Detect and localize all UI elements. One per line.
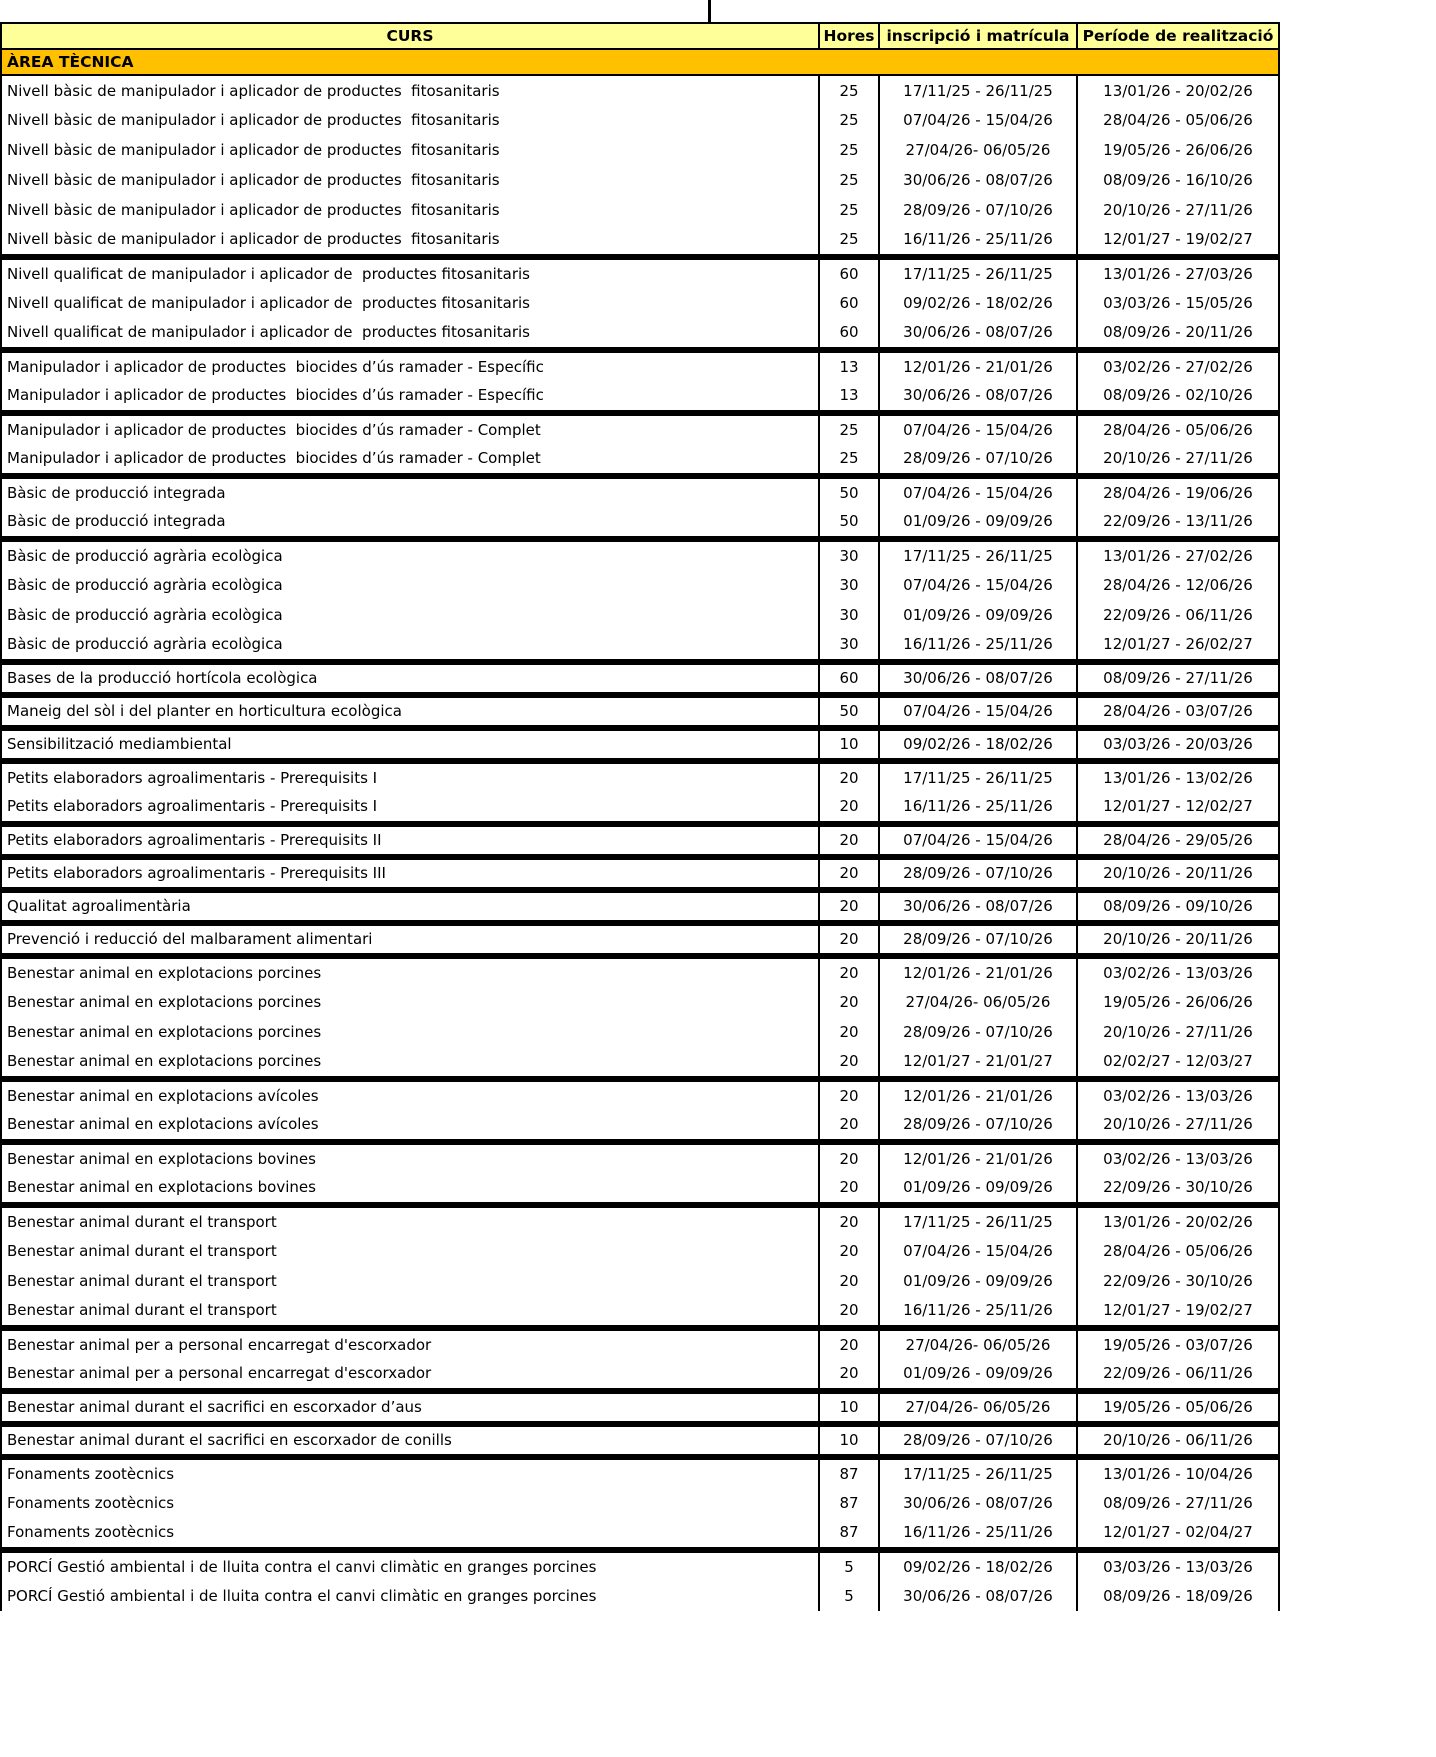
hours-cell: 30	[819, 630, 879, 660]
course-name-cell: Qualitat agroalimentària	[1, 891, 819, 921]
enrollment-period-cell: 17/11/25 - 26/11/25	[879, 75, 1077, 105]
course-row	[1, 825, 1279, 855]
course-row	[1, 1488, 1279, 1518]
course-name-cell: Nivell bàsic de manipulador i aplicador de productes fitosanitaris	[1, 135, 819, 165]
course-row	[1, 570, 1279, 600]
course-name-cell: Manipulador i aplicador de productes biocides d’ús ramader - Específic	[1, 381, 819, 411]
course-name-cell: Benestar animal durant el transport	[1, 1236, 819, 1266]
hours-cell: 25	[819, 135, 879, 165]
realization-period-cell: 13/01/26 - 27/02/26	[1077, 540, 1279, 570]
course-row	[1, 165, 1279, 195]
course-row	[1, 288, 1279, 318]
course-name-cell: Petits elaboradors agroalimentaris - Prerequisits II	[1, 825, 819, 855]
course-row	[1, 75, 1279, 105]
realization-period-cell: 20/10/26 - 20/11/26	[1077, 858, 1279, 888]
course-name-cell: Prevenció i reducció del malbarament alimentari	[1, 924, 819, 954]
enrollment-period-cell: 16/11/26 - 25/11/26	[879, 1296, 1077, 1326]
course-name-cell: Nivell bàsic de manipulador i aplicador de productes fitosanitaris	[1, 165, 819, 195]
enrollment-period-cell: 07/04/26 - 15/04/26	[879, 1236, 1077, 1266]
top-border-line	[708, 0, 711, 22]
realization-period-cell: 08/09/26 - 20/11/26	[1077, 318, 1279, 348]
enrollment-period-cell: 28/09/26 - 07/10/26	[879, 924, 1077, 954]
course-row	[1, 924, 1279, 954]
hours-cell: 25	[819, 105, 879, 135]
enrollment-period-cell: 12/01/26 - 21/01/26	[879, 351, 1077, 381]
course-name-cell: Petits elaboradors agroalimentaris - Prerequisits III	[1, 858, 819, 888]
course-row	[1, 318, 1279, 348]
course-row	[1, 1425, 1279, 1455]
enrollment-period-cell: 30/06/26 - 08/07/26	[879, 891, 1077, 921]
course-row	[1, 729, 1279, 759]
realization-period-cell: 28/04/26 - 05/06/26	[1077, 414, 1279, 444]
section-title: ÀREA TÈCNICA	[1, 49, 1279, 75]
hours-cell: 20	[819, 1110, 879, 1140]
enrollment-period-cell: 07/04/26 - 15/04/26	[879, 477, 1077, 507]
realization-period-cell: 28/04/26 - 05/06/26	[1077, 105, 1279, 135]
realization-period-cell: 12/01/27 - 26/02/27	[1077, 630, 1279, 660]
realization-period-cell: 03/03/26 - 20/03/26	[1077, 729, 1279, 759]
enrollment-period-cell: 09/02/26 - 18/02/26	[879, 1551, 1077, 1581]
course-name-cell: Bases de la producció hortícola ecològica	[1, 663, 819, 693]
enrollment-period-cell: 01/09/26 - 09/09/26	[879, 1266, 1077, 1296]
realization-period-cell: 03/02/26 - 13/03/26	[1077, 1143, 1279, 1173]
enrollment-period-cell: 17/11/25 - 26/11/25	[879, 762, 1077, 792]
hours-cell: 60	[819, 663, 879, 693]
realization-period-cell: 19/05/26 - 26/06/26	[1077, 135, 1279, 165]
course-name-cell: Fonaments zootècnics	[1, 1518, 819, 1548]
course-name-cell: Benestar animal en explotacions porcines	[1, 1017, 819, 1047]
enrollment-period-cell: 27/04/26- 06/05/26	[879, 987, 1077, 1017]
course-table-body	[1, 75, 1279, 1611]
enrollment-period-cell: 07/04/26 - 15/04/26	[879, 105, 1077, 135]
enrollment-period-cell: 30/06/26 - 08/07/26	[879, 1488, 1077, 1518]
realization-period-cell: 20/10/26 - 27/11/26	[1077, 444, 1279, 474]
course-name-cell: Nivell bàsic de manipulador i aplicador de productes fitosanitaris	[1, 105, 819, 135]
course-row	[1, 351, 1279, 381]
hours-cell: 30	[819, 600, 879, 630]
hours-cell: 20	[819, 1173, 879, 1203]
realization-period-cell: 20/10/26 - 27/11/26	[1077, 1110, 1279, 1140]
course-row	[1, 858, 1279, 888]
realization-period-cell: 02/02/27 - 12/03/27	[1077, 1047, 1279, 1077]
course-row	[1, 540, 1279, 570]
enrollment-period-cell: 09/02/26 - 18/02/26	[879, 729, 1077, 759]
course-row	[1, 1329, 1279, 1359]
course-name-cell: Benestar animal durant el sacrifici en escorxador d’aus	[1, 1392, 819, 1422]
course-name-cell: Benestar animal en explotacions bovines	[1, 1143, 819, 1173]
column-header-curs: CURS	[1, 23, 819, 49]
hours-cell: 20	[819, 762, 879, 792]
course-name-cell: Bàsic de producció agrària ecològica	[1, 600, 819, 630]
realization-period-cell: 03/02/26 - 13/03/26	[1077, 957, 1279, 987]
hours-cell: 25	[819, 444, 879, 474]
realization-period-cell: 28/04/26 - 12/06/26	[1077, 570, 1279, 600]
hours-cell: 5	[819, 1551, 879, 1581]
top-strip	[0, 0, 1436, 22]
hours-cell: 20	[819, 1080, 879, 1110]
enrollment-period-cell: 27/04/26- 06/05/26	[879, 1392, 1077, 1422]
course-row	[1, 792, 1279, 822]
hours-cell: 20	[819, 1206, 879, 1236]
course-name-cell: Benestar animal per a personal encarregat d'escorxador	[1, 1359, 819, 1389]
section-header-row	[1, 49, 1279, 75]
course-name-cell: Manipulador i aplicador de productes biocides d’ús ramader - Complet	[1, 444, 819, 474]
enrollment-period-cell: 01/09/26 - 09/09/26	[879, 507, 1077, 537]
enrollment-period-cell: 28/09/26 - 07/10/26	[879, 444, 1077, 474]
hours-cell: 50	[819, 696, 879, 726]
hours-cell: 30	[819, 540, 879, 570]
realization-period-cell: 12/01/27 - 19/02/27	[1077, 225, 1279, 255]
column-header-periode: Període de realització	[1077, 23, 1279, 49]
course-row	[1, 1581, 1279, 1611]
course-row	[1, 444, 1279, 474]
enrollment-period-cell: 07/04/26 - 15/04/26	[879, 570, 1077, 600]
realization-period-cell: 20/10/26 - 27/11/26	[1077, 195, 1279, 225]
enrollment-period-cell: 17/11/25 - 26/11/25	[879, 1458, 1077, 1488]
course-name-cell: Benestar animal en explotacions porcines	[1, 1047, 819, 1077]
realization-period-cell: 03/02/26 - 13/03/26	[1077, 1080, 1279, 1110]
hours-cell: 20	[819, 1017, 879, 1047]
hours-cell: 20	[819, 891, 879, 921]
realization-period-cell: 08/09/26 - 18/09/26	[1077, 1581, 1279, 1611]
enrollment-period-cell: 28/09/26 - 07/10/26	[879, 1425, 1077, 1455]
course-row	[1, 891, 1279, 921]
realization-period-cell: 13/01/26 - 20/02/26	[1077, 1206, 1279, 1236]
realization-period-cell: 03/02/26 - 27/02/26	[1077, 351, 1279, 381]
course-name-cell: Petits elaboradors agroalimentaris - Prerequisits I	[1, 762, 819, 792]
course-row	[1, 1266, 1279, 1296]
enrollment-period-cell: 17/11/25 - 26/11/25	[879, 540, 1077, 570]
course-row	[1, 1173, 1279, 1203]
course-row	[1, 1518, 1279, 1548]
course-row	[1, 957, 1279, 987]
course-row	[1, 1458, 1279, 1488]
enrollment-period-cell: 12/01/26 - 21/01/26	[879, 1143, 1077, 1173]
hours-cell: 20	[819, 858, 879, 888]
hours-cell: 87	[819, 1458, 879, 1488]
hours-cell: 20	[819, 987, 879, 1017]
enrollment-period-cell: 28/09/26 - 07/10/26	[879, 195, 1077, 225]
enrollment-period-cell: 16/11/26 - 25/11/26	[879, 1518, 1077, 1548]
course-name-cell: Benestar animal en explotacions avícoles	[1, 1080, 819, 1110]
enrollment-period-cell: 30/06/26 - 08/07/26	[879, 381, 1077, 411]
enrollment-period-cell: 01/09/26 - 09/09/26	[879, 1359, 1077, 1389]
enrollment-period-cell: 30/06/26 - 08/07/26	[879, 165, 1077, 195]
realization-period-cell: 19/05/26 - 26/06/26	[1077, 987, 1279, 1017]
course-name-cell: PORCÍ Gestió ambiental i de lluita contra el canvi climàtic en granges porcines	[1, 1581, 819, 1611]
realization-period-cell: 20/10/26 - 06/11/26	[1077, 1425, 1279, 1455]
course-name-cell: Benestar animal durant el transport	[1, 1206, 819, 1236]
course-row	[1, 762, 1279, 792]
realization-period-cell: 13/01/26 - 10/04/26	[1077, 1458, 1279, 1488]
realization-period-cell: 13/01/26 - 27/03/26	[1077, 258, 1279, 288]
realization-period-cell: 08/09/26 - 27/11/26	[1077, 1488, 1279, 1518]
hours-cell: 13	[819, 381, 879, 411]
enrollment-period-cell: 30/06/26 - 08/07/26	[879, 318, 1077, 348]
course-name-cell: Petits elaboradors agroalimentaris - Prerequisits I	[1, 792, 819, 822]
course-name-cell: Nivell qualificat de manipulador i aplicador de productes fitosanitaris	[1, 258, 819, 288]
hours-cell: 20	[819, 1047, 879, 1077]
course-row	[1, 1236, 1279, 1266]
hours-cell: 20	[819, 1329, 879, 1359]
hours-cell: 20	[819, 1236, 879, 1266]
course-name-cell: Benestar animal en explotacions avícoles	[1, 1110, 819, 1140]
course-name-cell: Sensibilització mediambiental	[1, 729, 819, 759]
enrollment-period-cell: 01/09/26 - 09/09/26	[879, 1173, 1077, 1203]
course-row	[1, 630, 1279, 660]
enrollment-period-cell: 16/11/26 - 25/11/26	[879, 792, 1077, 822]
enrollment-period-cell: 01/09/26 - 09/09/26	[879, 600, 1077, 630]
realization-period-cell: 08/09/26 - 16/10/26	[1077, 165, 1279, 195]
course-row	[1, 696, 1279, 726]
enrollment-period-cell: 30/06/26 - 08/07/26	[879, 1581, 1077, 1611]
realization-period-cell: 28/04/26 - 29/05/26	[1077, 825, 1279, 855]
hours-cell: 87	[819, 1488, 879, 1518]
course-name-cell: Nivell bàsic de manipulador i aplicador de productes fitosanitaris	[1, 195, 819, 225]
realization-period-cell: 19/05/26 - 05/06/26	[1077, 1392, 1279, 1422]
course-name-cell: Manipulador i aplicador de productes biocides d’ús ramader - Específic	[1, 351, 819, 381]
enrollment-period-cell: 16/11/26 - 25/11/26	[879, 225, 1077, 255]
realization-period-cell: 13/01/26 - 20/02/26	[1077, 75, 1279, 105]
course-row	[1, 381, 1279, 411]
realization-period-cell: 20/10/26 - 20/11/26	[1077, 924, 1279, 954]
hours-cell: 30	[819, 570, 879, 600]
course-row	[1, 507, 1279, 537]
enrollment-period-cell: 27/04/26- 06/05/26	[879, 1329, 1077, 1359]
enrollment-period-cell: 07/04/26 - 15/04/26	[879, 414, 1077, 444]
course-name-cell: Nivell qualificat de manipulador i aplicador de productes fitosanitaris	[1, 288, 819, 318]
enrollment-period-cell: 27/04/26- 06/05/26	[879, 135, 1077, 165]
realization-period-cell: 08/09/26 - 02/10/26	[1077, 381, 1279, 411]
hours-cell: 50	[819, 507, 879, 537]
enrollment-period-cell: 09/02/26 - 18/02/26	[879, 288, 1077, 318]
course-row	[1, 600, 1279, 630]
enrollment-period-cell: 12/01/27 - 21/01/27	[879, 1047, 1077, 1077]
enrollment-period-cell: 28/09/26 - 07/10/26	[879, 858, 1077, 888]
hours-cell: 60	[819, 258, 879, 288]
course-row	[1, 105, 1279, 135]
realization-period-cell: 12/01/27 - 19/02/27	[1077, 1296, 1279, 1326]
realization-period-cell: 03/03/26 - 13/03/26	[1077, 1551, 1279, 1581]
realization-period-cell: 03/03/26 - 15/05/26	[1077, 288, 1279, 318]
enrollment-period-cell: 12/01/26 - 21/01/26	[879, 957, 1077, 987]
hours-cell: 20	[819, 825, 879, 855]
enrollment-period-cell: 28/09/26 - 07/10/26	[879, 1110, 1077, 1140]
course-row	[1, 1047, 1279, 1077]
course-row	[1, 1206, 1279, 1236]
course-row	[1, 1080, 1279, 1110]
hours-cell: 10	[819, 1392, 879, 1422]
course-row	[1, 195, 1279, 225]
enrollment-period-cell: 07/04/26 - 15/04/26	[879, 696, 1077, 726]
course-name-cell: Nivell qualificat de manipulador i aplicador de productes fitosanitaris	[1, 318, 819, 348]
course-name-cell: Fonaments zootècnics	[1, 1488, 819, 1518]
hours-cell: 25	[819, 414, 879, 444]
realization-period-cell: 08/09/26 - 27/11/26	[1077, 663, 1279, 693]
realization-period-cell: 28/04/26 - 03/07/26	[1077, 696, 1279, 726]
hours-cell: 25	[819, 75, 879, 105]
course-row	[1, 1110, 1279, 1140]
course-name-cell: Benestar animal durant el sacrifici en escorxador de conills	[1, 1425, 819, 1455]
realization-period-cell: 13/01/26 - 13/02/26	[1077, 762, 1279, 792]
course-row	[1, 987, 1279, 1017]
course-name-cell: Benestar animal en explotacions porcines	[1, 957, 819, 987]
hours-cell: 60	[819, 288, 879, 318]
hours-cell: 13	[819, 351, 879, 381]
course-row	[1, 1551, 1279, 1581]
course-name-cell: Nivell bàsic de manipulador i aplicador de productes fitosanitaris	[1, 75, 819, 105]
hours-cell: 10	[819, 1425, 879, 1455]
course-row	[1, 414, 1279, 444]
course-name-cell: Fonaments zootècnics	[1, 1458, 819, 1488]
course-name-cell: Bàsic de producció agrària ecològica	[1, 540, 819, 570]
hours-cell: 20	[819, 924, 879, 954]
course-row	[1, 258, 1279, 288]
realization-period-cell: 20/10/26 - 27/11/26	[1077, 1017, 1279, 1047]
course-name-cell: Nivell bàsic de manipulador i aplicador de productes fitosanitaris	[1, 225, 819, 255]
course-name-cell: PORCÍ Gestió ambiental i de lluita contra el canvi climàtic en granges porcines	[1, 1551, 819, 1581]
realization-period-cell: 28/04/26 - 05/06/26	[1077, 1236, 1279, 1266]
hours-cell: 60	[819, 318, 879, 348]
hours-cell: 25	[819, 195, 879, 225]
enrollment-period-cell: 12/01/26 - 21/01/26	[879, 1080, 1077, 1110]
course-row	[1, 1017, 1279, 1047]
course-name-cell: Benestar animal en explotacions bovines	[1, 1173, 819, 1203]
course-row	[1, 477, 1279, 507]
course-name-cell: Benestar animal durant el transport	[1, 1266, 819, 1296]
course-name-cell: Benestar animal durant el transport	[1, 1296, 819, 1326]
enrollment-period-cell: 30/06/26 - 08/07/26	[879, 663, 1077, 693]
enrollment-period-cell: 28/09/26 - 07/10/26	[879, 1017, 1077, 1047]
course-schedule-table	[0, 22, 1280, 1611]
hours-cell: 20	[819, 1143, 879, 1173]
realization-period-cell: 08/09/26 - 09/10/26	[1077, 891, 1279, 921]
hours-cell: 20	[819, 1296, 879, 1326]
realization-period-cell: 12/01/27 - 02/04/27	[1077, 1518, 1279, 1548]
hours-cell: 20	[819, 1359, 879, 1389]
realization-period-cell: 12/01/27 - 12/02/27	[1077, 792, 1279, 822]
column-header-inscripcio: inscripció i matrícula	[879, 23, 1077, 49]
course-row	[1, 135, 1279, 165]
hours-cell: 87	[819, 1518, 879, 1548]
course-row	[1, 663, 1279, 693]
course-name-cell: Bàsic de producció agrària ecològica	[1, 630, 819, 660]
enrollment-period-cell: 17/11/25 - 26/11/25	[879, 258, 1077, 288]
hours-cell: 25	[819, 225, 879, 255]
course-row	[1, 225, 1279, 255]
realization-period-cell: 22/09/26 - 30/10/26	[1077, 1266, 1279, 1296]
enrollment-period-cell: 17/11/25 - 26/11/25	[879, 1206, 1077, 1236]
realization-period-cell: 28/04/26 - 19/06/26	[1077, 477, 1279, 507]
course-name-cell: Bàsic de producció integrada	[1, 477, 819, 507]
hours-cell: 20	[819, 792, 879, 822]
course-row	[1, 1359, 1279, 1389]
course-row	[1, 1392, 1279, 1422]
realization-period-cell: 22/09/26 - 06/11/26	[1077, 600, 1279, 630]
enrollment-period-cell: 16/11/26 - 25/11/26	[879, 630, 1077, 660]
course-name-cell: Benestar animal en explotacions porcines	[1, 987, 819, 1017]
course-name-cell: Benestar animal per a personal encarregat d'escorxador	[1, 1329, 819, 1359]
realization-period-cell: 22/09/26 - 30/10/26	[1077, 1173, 1279, 1203]
course-name-cell: Bàsic de producció integrada	[1, 507, 819, 537]
realization-period-cell: 22/09/26 - 06/11/26	[1077, 1359, 1279, 1389]
realization-period-cell: 19/05/26 - 03/07/26	[1077, 1329, 1279, 1359]
hours-cell: 5	[819, 1581, 879, 1611]
course-row	[1, 1296, 1279, 1326]
column-header-hores: Hores	[819, 23, 879, 49]
course-row	[1, 1143, 1279, 1173]
hours-cell: 25	[819, 165, 879, 195]
realization-period-cell: 22/09/26 - 13/11/26	[1077, 507, 1279, 537]
course-name-cell: Manipulador i aplicador de productes biocides d’ús ramader - Complet	[1, 414, 819, 444]
course-name-cell: Bàsic de producció agrària ecològica	[1, 570, 819, 600]
hours-cell: 20	[819, 957, 879, 987]
course-name-cell: Maneig del sòl i del planter en horticultura ecològica	[1, 696, 819, 726]
hours-cell: 20	[819, 1266, 879, 1296]
table-header-row	[1, 23, 1279, 49]
hours-cell: 50	[819, 477, 879, 507]
enrollment-period-cell: 07/04/26 - 15/04/26	[879, 825, 1077, 855]
hours-cell: 10	[819, 729, 879, 759]
